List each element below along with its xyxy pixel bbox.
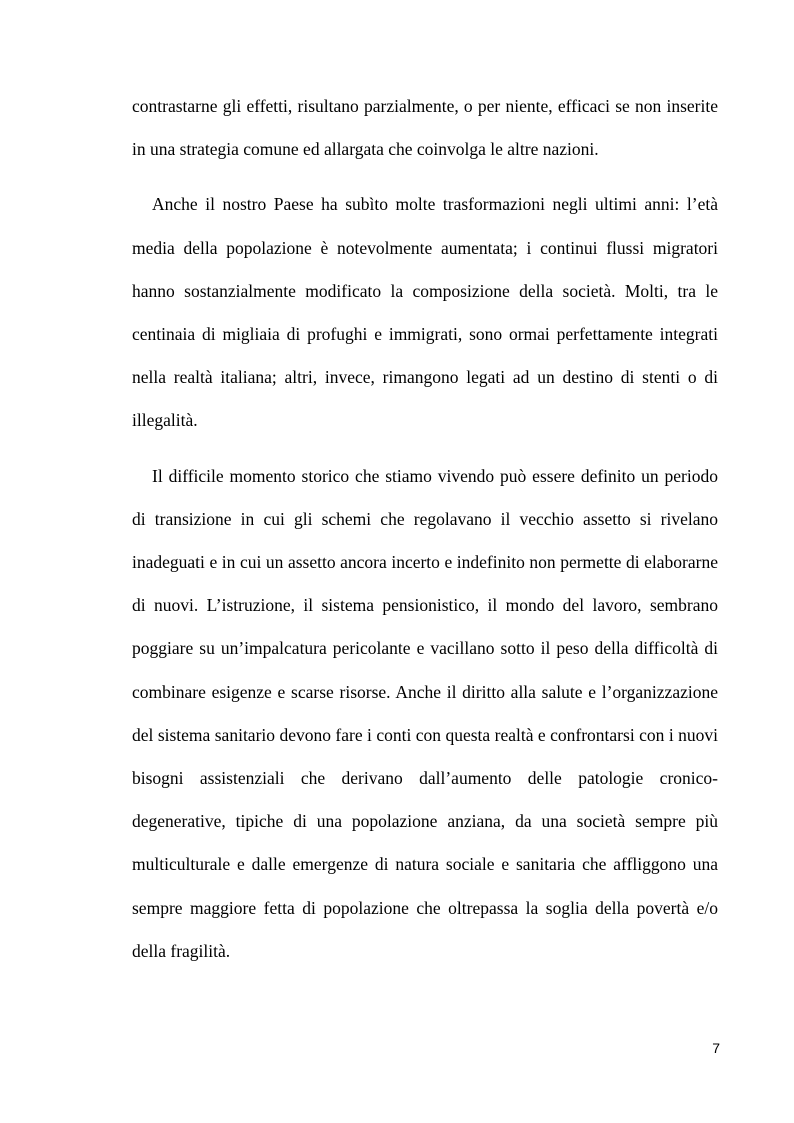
paragraph-historical-moment: Il difficile momento storico che stiamo vivendo può essere definito un periodo di transizione in cui gli schemi che regolavano il vecchio assetto si rivelano inadeguati e in cui un assetto ancora incerto e indefinito non permette di elaborarne di nuovi. L’istruzione, il sistema pensionistico, il mondo del lavoro, sembrano poggiare su un’impalcatura pericolante e vacillano sotto il peso della difficoltà di combinare esigenze e scarse risorse. Anche il diritto alla salute e l’organizzazione del sistema sanitario devono fare i conti con questa realtà e confrontarsi con i nuovi bisogni assistenziali che derivano dall’aumento delle patologie cronico-degenerative, tipiche di una popolazione anziana, da una società sempre più multiculturale e dalle emergenze di natura sociale e sanitaria che affliggono una sempre maggiore fetta di popolazione che oltrepassa la soglia della povertà e/o della fragilità.	[132, 465, 718, 961]
body-text	[132, 85, 718, 973]
paragraph-continuation: contrastarne gli effetti, risultano parzialmente, o per niente, efficaci se non inserite in una strategia comune ed allargata che coinvolga le altre nazioni.	[132, 96, 718, 160]
page-number: 7	[712, 1040, 720, 1056]
paragraph-country-changes: Anche il nostro Paese ha subìto molte trasformazioni negli ultimi anni: l’età media della popolazione è notevolmente aumentata; i continui flussi migratori hanno sostanzialmente modificato la composizione della società. Molti, tra le centinaia di migliaia di profughi e immigrati, sono ormai perfettamente integrati nella realtà italiana; altri, invece, rimangono legati ad un destino di stenti o di illegalità.	[132, 194, 718, 431]
